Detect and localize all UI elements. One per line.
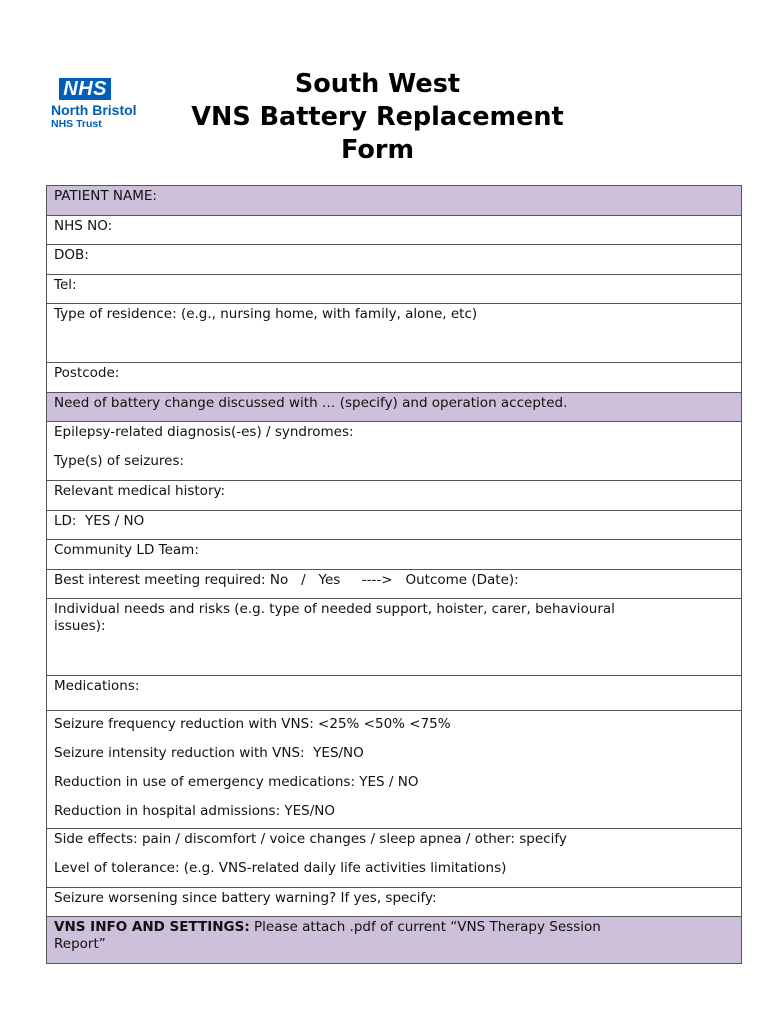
patient-name-field[interactable] <box>47 186 742 216</box>
tel-label: Tel: <box>54 277 77 293</box>
postcode-field[interactable] <box>47 363 742 393</box>
medical-history-label: Relevant medical history: <box>54 483 226 499</box>
individual-needs-label-2: issues): <box>54 618 106 634</box>
form-table <box>46 185 742 964</box>
spacer <box>54 441 733 453</box>
nhs-logo <box>51 78 155 130</box>
battery-change-label: Need of battery change discussed with … (specify) and operation accepted. <box>54 395 568 411</box>
side-effects-field[interactable] <box>47 829 742 888</box>
spacer <box>54 762 733 774</box>
vns-info-field[interactable] <box>47 917 742 964</box>
ld-field[interactable] <box>47 511 742 540</box>
row-outcomes <box>47 711 742 829</box>
best-interest-field[interactable] <box>47 570 742 599</box>
row-medical-history <box>47 481 742 511</box>
row-battery-change <box>47 393 742 422</box>
tolerance-label: Level of tolerance: (e.g. VNS-related daily life activities limitations) <box>54 860 507 876</box>
medications-field[interactable] <box>47 676 742 711</box>
vns-info-line-2: Report” <box>54 936 106 952</box>
ld-team-label: Community LD Team: <box>54 542 199 558</box>
medications-label: Medications: <box>54 678 140 694</box>
row-worsening <box>47 888 742 917</box>
row-ld-team <box>47 540 742 570</box>
nhs-logo-badge: NHS <box>59 78 111 100</box>
nhs-no-label: NHS NO: <box>54 218 113 234</box>
vns-info-line-1 <box>54 919 733 936</box>
ld-label: LD: YES / NO <box>54 513 145 529</box>
nhs-no-field[interactable] <box>47 216 742 245</box>
row-residence <box>47 304 742 363</box>
spacer <box>54 733 733 745</box>
row-best-interest <box>47 570 742 599</box>
row-diagnosis <box>47 422 742 481</box>
spacer <box>54 791 733 803</box>
title-line-2: VNS Battery Replacement <box>191 102 564 132</box>
hospital-admissions-label: Reduction in hospital admissions: YES/NO <box>54 803 336 819</box>
diagnosis-label: Epilepsy-related diagnosis(-es) / syndromes: <box>54 424 354 440</box>
diagnosis-field[interactable] <box>47 422 742 481</box>
ld-team-field[interactable] <box>47 540 742 570</box>
emergency-meds-label: Reduction in use of emergency medications: YES / NO <box>54 774 419 790</box>
outcomes-field[interactable] <box>47 711 742 829</box>
residence-label: Type of residence: (e.g., nursing home, with family, alone, etc) <box>54 306 478 322</box>
row-medications <box>47 676 742 711</box>
title-line-1: South West <box>294 69 461 99</box>
org-trust: NHS Trust <box>51 118 102 130</box>
individual-needs-field[interactable] <box>47 599 742 676</box>
form-title <box>170 68 585 167</box>
frequency-reduction-label: Seizure frequency reduction with VNS: <25% <50% <75% <box>54 716 451 732</box>
row-individual-needs <box>47 599 742 676</box>
spacer <box>54 848 733 860</box>
tel-field[interactable] <box>47 275 742 304</box>
individual-needs-label-1: Individual needs and risks (e.g. type of needed support, hoister, carer, behavioural <box>54 601 615 617</box>
patient-name-label: PATIENT NAME: <box>54 188 157 204</box>
row-ld <box>47 511 742 540</box>
medical-history-field[interactable] <box>47 481 742 511</box>
best-interest-label: Best interest meeting required: No / Yes ----> Outcome (Date): <box>54 572 519 588</box>
nhs-logo-badge-wrap <box>51 78 111 100</box>
worsening-label: Seizure worsening since battery warning? If yes, specify: <box>54 890 437 906</box>
seizure-types-label: Type(s) of seizures: <box>54 453 185 469</box>
row-dob <box>47 245 742 275</box>
intensity-reduction-label: Seizure intensity reduction with VNS: YES/NO <box>54 745 364 761</box>
org-name: North Bristol <box>51 102 137 118</box>
residence-field[interactable] <box>47 304 742 363</box>
worsening-field[interactable] <box>47 888 742 917</box>
vns-info-text: Please attach .pdf of current “VNS Therapy Session <box>249 919 601 935</box>
postcode-label: Postcode: <box>54 365 120 381</box>
dob-label: DOB: <box>54 247 89 263</box>
row-patient-name <box>47 186 742 216</box>
row-postcode <box>47 363 742 393</box>
battery-change-field[interactable] <box>47 393 742 422</box>
side-effects-label: Side effects: pain / discomfort / voice changes / sleep apnea / other: specify <box>54 831 567 847</box>
row-tel <box>47 275 742 304</box>
title-line-3: Form <box>340 135 415 165</box>
dob-field[interactable] <box>47 245 742 275</box>
row-nhs-no <box>47 216 742 245</box>
row-side-effects <box>47 829 742 888</box>
vns-info-heading: VNS INFO AND SETTINGS: <box>54 919 250 935</box>
row-vns-info <box>47 917 742 964</box>
